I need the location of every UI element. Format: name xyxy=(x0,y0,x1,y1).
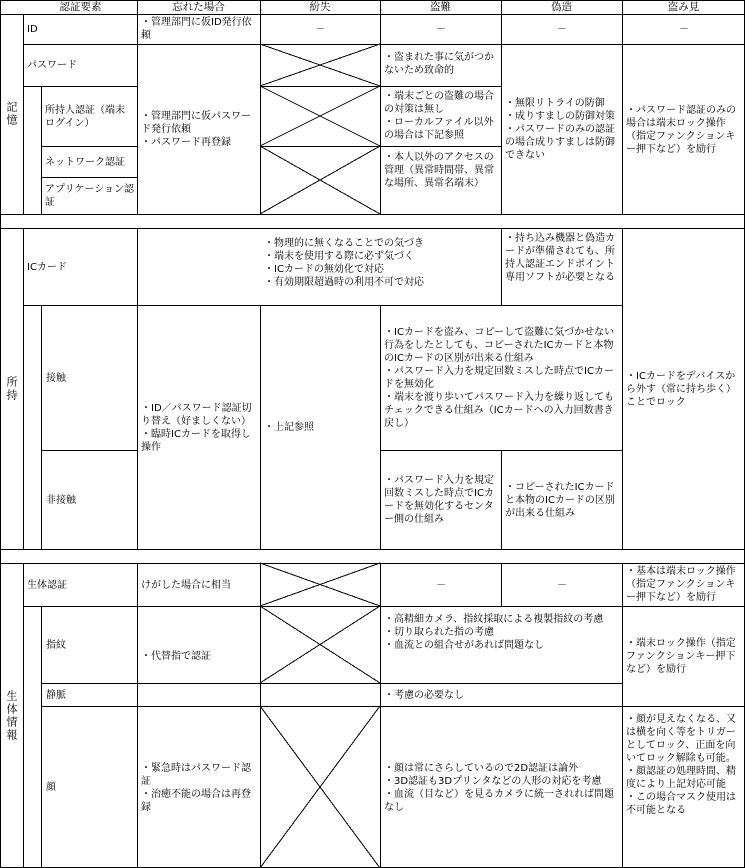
row-network-label: ネットワーク認証 xyxy=(45,156,125,168)
face-forgot: ・緊急時はパスワード認証 ・治癒不能の場合は再登録 xyxy=(141,762,251,813)
row-finger-label: 指紋 xyxy=(46,639,66,651)
noncontact-forgery: ・コピーされたICカードと本物のICカードの区別が出来る仕組み xyxy=(505,481,615,519)
row-contact-label: 接触 xyxy=(46,372,66,384)
possession-forgot: ・ID／パスワード認証切り替え（好ましくない） ・臨時ICカードを取得し操作 xyxy=(141,402,252,453)
finger-peek: ・端末ロック操作（指定ファンクションキー押下など）を励行 xyxy=(626,638,736,675)
group-bio: 生体情報 xyxy=(5,689,18,742)
row-face-label: 顔 xyxy=(46,782,56,793)
biometric-theft: － xyxy=(436,579,446,591)
row-application-label: アプリケーション認証 xyxy=(45,184,134,208)
header-loss: 紛失 xyxy=(309,1,331,13)
memory-forgot: ・管理部門に仮パスワード発行依頼 ・パスワード再登録 xyxy=(141,111,251,148)
memory-peek: ・パスワード認証のみの場合は端末ロック操作（指定ファンクションキー押下など）を励行 xyxy=(626,104,736,155)
password-theft: ・盗まれた事に気がつかないため致命的 xyxy=(384,52,494,76)
owner-auth-theft: ・端末ごとの盗難の場合の対策は無し ・ローカルファイル以外の場合は下記参照 xyxy=(384,91,494,141)
header-element: 認証要素 xyxy=(59,1,102,13)
biometric-peek: ・基本は端末ロック操作（指定ファンクションキー押下など）を励行 xyxy=(626,566,736,603)
header-forgery: 偽造 xyxy=(551,1,572,13)
id-peek: － xyxy=(679,24,689,35)
memory-forgery: ・無限リトライの防御 ・成りすましの防御対策 ・パスワードのみの認証の場合成りすましは防御できない xyxy=(505,98,615,161)
application-theft: ・本人以外のアクセスの管理（異常時間帯、異常な場所、異常名端末） xyxy=(384,152,494,189)
noncontact-theft: ・パスワード入力を規定回数ミスした時点でICカードを無効化するセンター側の仕組み xyxy=(384,475,494,525)
row-owner-auth-label: 所持人認証（端末ログイン） xyxy=(45,104,125,129)
finger-theft: ・高精細カメラ、指紋採取による複製指紋の考慮 ・切り取られた指の考慮 ・血流との組合せがあれば問題なし xyxy=(384,614,604,651)
row-id-label: ID xyxy=(27,24,38,35)
row-iccard-label: ICカード xyxy=(27,261,67,273)
header-theft: 盗難 xyxy=(430,1,451,13)
row-vein-label: 静脈 xyxy=(46,689,66,701)
header-peek: 盗み見 xyxy=(667,1,700,13)
row-biometric-label: 生体認証 xyxy=(27,579,67,591)
face-theft: ・顔は常にさらしているので2D認証は論外 ・3D認証も3Dプリンタなどの人形の対応を考慮 ・血流（目など）を見るカメラに統一されれば問題なし xyxy=(384,762,614,813)
id-loss: － xyxy=(315,24,326,35)
id-forgot: ・管理部門に仮ID発行依頼 xyxy=(141,17,252,41)
face-peek: ・顔が見えなくなる、又は横を向く等をトリガーとしてロック、正面を向いてロック解除も可能。 ・顔認証の処理時間、精度により上記対応可能 ・この場合マスク使用は不可能となる xyxy=(626,714,736,816)
row-password-label: パスワード xyxy=(27,60,77,71)
iccard-loss-theft: ・物理的に無くなることでの気づき ・端末を使用する際に必ず気づく ・ICカードの無効化で対応 ・有効期限超過時の利用不可で対応 xyxy=(264,238,424,288)
row-noncontact-label: 非接触 xyxy=(46,494,76,506)
biometric-forgot: けがした場合に相当 xyxy=(141,579,231,591)
header-forgot: 忘れた場合 xyxy=(172,1,225,13)
group-memory: 記憶 xyxy=(5,101,18,127)
finger-forgot: ・代替指で認証 xyxy=(141,651,211,662)
biometric-forgery: － xyxy=(557,579,567,591)
id-theft: － xyxy=(436,24,446,35)
possession-loss: ・上記参照 xyxy=(264,422,314,433)
possession-peek: ・ICカードをデバイスから外す（常に持ち歩く）ことでロック xyxy=(626,370,736,408)
vein-theft: ・考慮の必要なし xyxy=(384,689,464,701)
id-forgery: － xyxy=(557,24,567,35)
contact-theft: ・ICカードを盗み、コピーして盗難に気づかせない行為をしたとしても、コピーされたICカードと本物のICカードの区別が出来る仕組み ・パスワード入力を規定回数ミスした時点でICカードを無効化 ・端末を渡り歩いてパスワード入力を繰り返してもチェックできる仕組み（ICカードへの入力回数書き戻し） xyxy=(384,327,615,429)
iccard-forgery: ・持ち込み機器と偽造カードが準備されても、所持人認証エンドポイント専用ソフトが必要となる xyxy=(505,233,615,283)
group-possession: 所持 xyxy=(5,375,18,402)
